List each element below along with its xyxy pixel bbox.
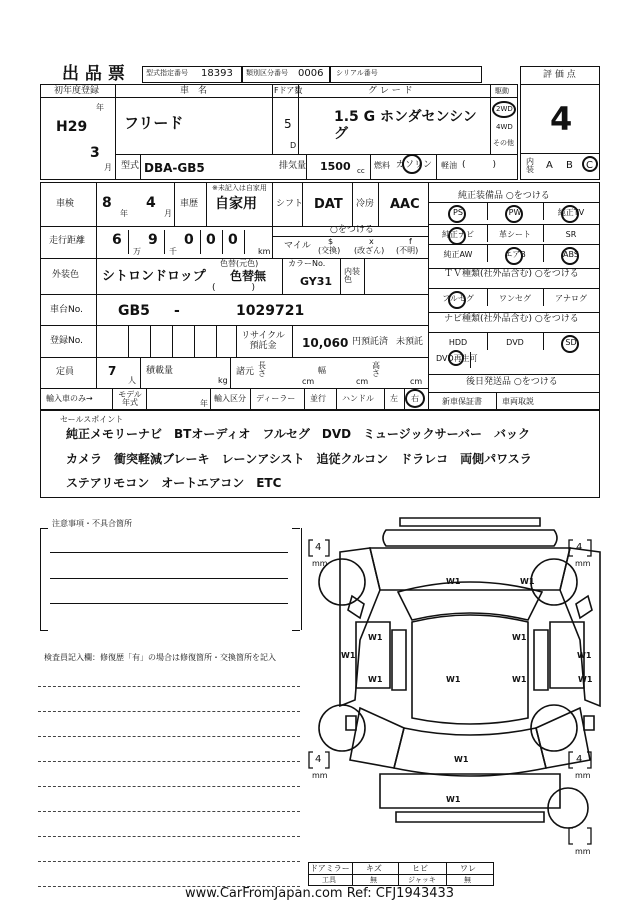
legend-tool-val: 無 — [370, 876, 377, 884]
ext-color-label: 外装色 — [52, 270, 80, 280]
class-no-value: 0006 — [298, 68, 324, 79]
shift-value: DAT — [314, 197, 343, 212]
damage-mark-w1: W1 — [577, 651, 592, 660]
interior-b: B — [566, 160, 573, 171]
footer-text: www.CarFromJapan.com Ref: CFJ1943433 — [185, 886, 455, 901]
fuel-value: ガソリン — [396, 160, 433, 170]
option-ps: PS — [453, 208, 463, 217]
option-aw: 純正AW — [443, 250, 473, 259]
swapped-sym: $ — [328, 237, 334, 246]
damage-mark-w1: W1 — [512, 675, 527, 684]
year-era: H29 — [56, 119, 88, 135]
tire-rl-mm: mm — [312, 771, 328, 780]
unknown-sym: f — [409, 237, 412, 246]
legend-crack: ヒビ — [412, 864, 428, 873]
mileage-label: 走行距離 — [49, 236, 86, 246]
grade-line1: 1.5 G ホンダセンシン — [334, 109, 477, 125]
sales-label: セールスポイント — [60, 415, 124, 424]
year-unit: 年 — [96, 103, 104, 112]
tire-spare-mm: mm — [575, 847, 591, 856]
legend-mirror: ドアミラー — [310, 864, 350, 873]
height-cm: cm — [410, 377, 423, 386]
model-no-label: 型式指定番号 — [146, 69, 188, 77]
chassis-no: 1029721 — [236, 303, 305, 319]
legend-tool: 工具 — [322, 876, 336, 884]
damage-mark-w1: W1 — [578, 675, 593, 684]
shift-label: シフト — [276, 199, 304, 209]
first-reg-label: 初年度登録 — [54, 86, 100, 96]
fuel-label: 燃料 — [374, 161, 390, 170]
legend-jack: ジャッキ — [408, 876, 436, 884]
inspection-month: 4 — [146, 195, 156, 211]
sheet-title: 出 品 票 — [62, 64, 125, 84]
option-sd: SD — [565, 338, 577, 347]
legend-split: ワレ — [460, 864, 476, 873]
import-label: 輸入車のみ→ — [46, 394, 93, 403]
interior-a: A — [546, 160, 553, 171]
option-hdd: HDD — [448, 338, 468, 347]
diesel-paren: ( ) — [462, 160, 497, 170]
displacement-value: 1500 — [320, 160, 351, 173]
sales-line1: 純正メモリーナビ BTオーディオ フルセグ DVD ミュージックサーバー バック — [66, 427, 531, 441]
recycle-label: リサイクル預託金 — [241, 331, 285, 351]
width-label: 幅 — [318, 366, 326, 375]
score-label: 評 価 点 — [543, 70, 576, 80]
diesel-label: 軽油 — [441, 161, 457, 170]
chassis-label: 車台No. — [50, 305, 83, 315]
manual: 車両取説 — [502, 397, 534, 406]
ac-value: AAC — [390, 197, 420, 212]
navi-title: ナビ種類(社外品含む) ○をつける — [444, 314, 579, 324]
chassis-dash: - — [174, 303, 180, 319]
man-unit: 万 — [133, 247, 141, 256]
option-tv: 純正TV — [557, 208, 585, 217]
dealer-label: ディーラー — [256, 394, 296, 403]
tire-rr-value: 4 — [576, 754, 583, 765]
mileage-digit: 6 — [112, 232, 122, 248]
insp-month-unit: 月 — [164, 209, 172, 218]
displacement-unit: cc — [357, 167, 365, 175]
capacity-unit: 人 — [128, 376, 136, 385]
capacity-value: 7 — [108, 364, 117, 378]
swapped-label: (交換) — [318, 246, 341, 255]
model-year-label: モデル年式 — [118, 390, 142, 407]
altered-sym: x — [369, 237, 374, 246]
tire-fr-value: 4 — [576, 542, 583, 553]
ext-color-value: シトロンドロップ — [102, 269, 206, 284]
color-change-paren: ( ) — [212, 283, 256, 293]
doors-sub: D — [290, 141, 297, 150]
parallel-label: 並行 — [310, 394, 326, 403]
model-type-value: DBA-GB5 — [144, 161, 205, 175]
caution-label: 注意事項・不具合箇所 — [52, 519, 132, 528]
score-value: 4 — [550, 100, 573, 138]
damage-mark-w1: W1 — [454, 755, 469, 764]
color-change-value: 色替無 — [230, 269, 267, 283]
unknown-label: (不明) — [396, 246, 419, 255]
load-label: 積載量 — [146, 366, 174, 376]
option-fullseg: フルセグ — [442, 294, 474, 303]
interior-label: 内装 — [526, 157, 534, 174]
ac-label: 冷房 — [356, 199, 375, 209]
damage-mark-w1: W1 — [446, 577, 461, 586]
mileage-digit: 0 — [184, 232, 194, 248]
tire-fr-mm: mm — [575, 559, 591, 568]
damage-mark-w1: W1 — [341, 651, 356, 660]
inspection-label: 車検 — [56, 199, 75, 209]
class-no-label: 類別区分番号 — [246, 69, 288, 77]
warranty: 新車保証書 — [442, 397, 482, 406]
sales-line2: カメラ 衝突軽減ブレーキ レーンアシスト 追従クルコン ドラレコ 両側パワスラ — [66, 452, 532, 466]
genuine-title: 純正装備品 ○をつける — [458, 191, 550, 201]
grade-label: グ レ ー ド — [368, 86, 413, 96]
mileage-digit: 0 — [206, 232, 216, 248]
dvd-play: DVD再生可 — [436, 354, 478, 363]
int-color-label: 内装色 — [344, 267, 360, 284]
damage-mark-w1: W1 — [368, 633, 383, 642]
grade-line2: グ — [334, 126, 348, 142]
drive-2wd: 2WD — [496, 105, 513, 113]
import-type-label: 輸入区分 — [214, 394, 246, 403]
inspection-year: 8 — [102, 195, 112, 211]
damage-mark-w1: W1 — [446, 795, 461, 804]
circle-note: ○をつける — [330, 225, 374, 235]
doors-value: 5 — [284, 117, 292, 131]
option-airbag: エアB — [504, 250, 526, 259]
sen-unit: 千 — [169, 247, 177, 256]
tire-fl-value: 4 — [315, 542, 322, 553]
capacity-label: 定員 — [56, 367, 75, 377]
load-kg: kg — [218, 376, 228, 385]
option-analog: アナログ — [555, 294, 587, 303]
model-year-unit: 年 — [200, 399, 208, 408]
legend-scratch: キズ — [366, 864, 382, 873]
length-label: 長さ — [258, 361, 266, 378]
chassis-prefix: GB5 — [118, 303, 150, 319]
displacement-label: 排気量 — [279, 161, 307, 171]
left-label: 左 — [390, 394, 398, 403]
drive-4wd: 4WD — [496, 123, 513, 131]
dims-label: 諸元 — [236, 367, 255, 377]
length-cm: cm — [302, 377, 315, 386]
damage-mark-w1: W1 — [446, 675, 461, 684]
mile-label: マイル — [284, 241, 311, 251]
mileage-digit: 9 — [148, 232, 158, 248]
drive-label: 駆動 — [495, 87, 509, 95]
color-no-value: GY31 — [300, 275, 333, 288]
option-pw: PW — [508, 208, 522, 217]
color-no-label: カラーNo. — [288, 259, 326, 268]
later-title: 後日発送品 ○をつける — [466, 377, 558, 387]
tire-rr-mm: mm — [575, 771, 591, 780]
doors-label: Fドア数 — [274, 86, 303, 95]
sales-line3: ステアリモコン オートエアコン ETC — [66, 476, 282, 490]
unregistered-note: ※未記入は自家用 — [212, 184, 267, 192]
width-cm: cm — [356, 377, 369, 386]
legend-jack-val: 無 — [464, 876, 471, 884]
history-value: 自家用 — [215, 196, 257, 212]
color-change-label: 色替(元色) — [220, 259, 259, 268]
damage-mark-w1: W1 — [512, 633, 527, 642]
right-label: 右 — [411, 394, 419, 403]
handle-label: ハンドル — [342, 394, 374, 403]
recycle-paid: 円預託済 — [352, 337, 389, 347]
mileage-digit: 0 — [228, 232, 238, 248]
altered-label: (改ざん) — [354, 246, 385, 255]
name-label: 車 名 — [180, 86, 208, 96]
option-navi: 純正ナビ — [442, 230, 474, 239]
damage-mark-w1: W1 — [368, 675, 383, 684]
interior-c: C — [586, 160, 593, 171]
tire-rl-value: 4 — [315, 754, 322, 765]
reg-no-label: 登録No. — [50, 336, 83, 346]
history-label: 車歴 — [180, 199, 199, 209]
km-unit: km — [258, 247, 271, 256]
option-sr: SR — [565, 230, 577, 239]
serial-label: シリアル番号 — [336, 69, 378, 77]
insp-year-unit: 年 — [120, 209, 128, 218]
drive-other: その他 — [493, 139, 514, 147]
model-type-label: 型式 — [121, 161, 140, 171]
tire-fl-mm: mm — [312, 559, 328, 568]
recycle-amount: 10,060 — [302, 336, 349, 350]
month-unit: 月 — [104, 163, 112, 172]
vehicle-name: フリード — [124, 114, 184, 132]
option-abs: ABS — [563, 250, 579, 259]
option-leather: 革シート — [499, 230, 531, 239]
height-label: 高さ — [372, 361, 380, 378]
tv-title: ＴＶ種類(社外品含む) ○をつける — [444, 269, 579, 279]
inspector-label: 検査員記入欄：修復歴「有」の場合は修復箇所・交換箇所を記入 — [44, 653, 276, 662]
reg-month: 3 — [90, 145, 100, 161]
damage-mark-w1: W1 — [520, 577, 535, 586]
recycle-unpaid: 未預託 — [396, 337, 424, 347]
option-dvd: DVD — [506, 338, 524, 347]
option-oneseg: ワンセグ — [499, 294, 531, 303]
model-no-value: 18393 — [201, 68, 233, 79]
